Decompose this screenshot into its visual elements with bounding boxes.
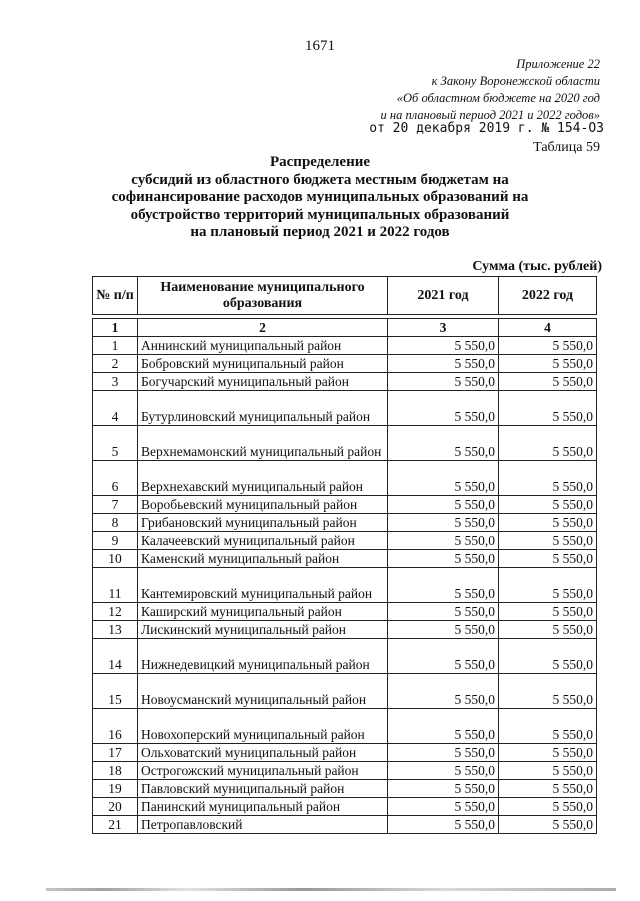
row-number: 6 [93, 461, 138, 496]
table-row [93, 674, 597, 709]
municipality-name: Воробьевский муниципальный район [138, 496, 388, 514]
municipality-name: Панинский муниципальный район [138, 798, 388, 816]
amount-2022: 5 550,0 [499, 496, 597, 514]
table-row [93, 603, 597, 621]
table-row [93, 621, 597, 639]
municipality-name: Богучарский муниципальный район [138, 373, 388, 391]
header-2021: 2021 год [388, 277, 499, 315]
column-number: 4 [499, 319, 597, 337]
appendix-line: Приложение 22 [516, 57, 600, 71]
title-line: обустройство территорий муниципальных образований [130, 206, 510, 223]
municipality-name: Новоусманский муниципальный район [138, 674, 388, 709]
header-number: № п/п [93, 277, 138, 315]
municipality-name: Острогожский муниципальный район [138, 762, 388, 780]
row-number: 15 [93, 674, 138, 709]
page-number: 1671 [305, 38, 335, 54]
table-number: Таблица 59 [533, 140, 600, 155]
table-row [93, 391, 597, 426]
column-number: 1 [93, 319, 138, 337]
amount-2022: 5 550,0 [499, 391, 597, 426]
amount-2021: 5 550,0 [388, 391, 499, 426]
document-title [60, 154, 580, 242]
amount-2021: 5 550,0 [388, 532, 499, 550]
column-numbers-row [93, 319, 597, 337]
table-row [93, 762, 597, 780]
row-number: 2 [93, 355, 138, 373]
table-body [93, 315, 597, 834]
amount-2021: 5 550,0 [388, 514, 499, 532]
table-row [93, 496, 597, 514]
table-row [93, 373, 597, 391]
amount-2021: 5 550,0 [388, 373, 499, 391]
municipality-name: Аннинский муниципальный район [138, 337, 388, 355]
row-number: 17 [93, 744, 138, 762]
amount-2022: 5 550,0 [499, 373, 597, 391]
amount-2022: 5 550,0 [499, 816, 597, 834]
amount-2021: 5 550,0 [388, 496, 499, 514]
decree-date-number: от 20 декабря 2019 г. № 154-ОЗ [369, 121, 604, 136]
row-number: 20 [93, 798, 138, 816]
municipality-name: Бобровский муниципальный район [138, 355, 388, 373]
table-row [93, 532, 597, 550]
row-number: 11 [93, 568, 138, 603]
table-row [93, 639, 597, 674]
amount-2021: 5 550,0 [388, 798, 499, 816]
table-row [93, 550, 597, 568]
table-row [93, 568, 597, 603]
title-line: на плановый период 2021 и 2022 годов [190, 224, 450, 240]
table-row [93, 816, 597, 834]
row-number: 14 [93, 639, 138, 674]
amount-2022: 5 550,0 [499, 674, 597, 709]
row-number: 7 [93, 496, 138, 514]
appendix-reference [381, 56, 600, 124]
row-number: 16 [93, 709, 138, 744]
amount-2022: 5 550,0 [499, 780, 597, 798]
table-row [93, 426, 597, 461]
municipality-name: Павловский муниципальный район [138, 780, 388, 798]
municipality-name: Лискинский муниципальный район [138, 621, 388, 639]
municipality-name: Верхнехавский муниципальный район [138, 461, 388, 496]
title-line: софинансирование расходов муниципальных образований на [111, 189, 529, 205]
amount-2021: 5 550,0 [388, 568, 499, 603]
municipality-name: Петропавловский [138, 816, 388, 834]
row-number: 5 [93, 426, 138, 461]
amount-2022: 5 550,0 [499, 744, 597, 762]
appendix-line: и на плановый период 2021 и 2022 годов» [380, 108, 600, 122]
table-row [93, 780, 597, 798]
amount-2021: 5 550,0 [388, 461, 499, 496]
amount-2022: 5 550,0 [499, 621, 597, 639]
amount-2022: 5 550,0 [499, 709, 597, 744]
row-number: 19 [93, 780, 138, 798]
amount-2021: 5 550,0 [388, 762, 499, 780]
municipality-name: Грибановский муниципальный район [138, 514, 388, 532]
amount-2021: 5 550,0 [388, 780, 499, 798]
scan-edge-mark [46, 888, 616, 891]
municipality-name: Верхнемамонский муниципальный район [138, 426, 388, 461]
amount-2021: 5 550,0 [388, 674, 499, 709]
municipality-name: Калачеевский муниципальный район [138, 532, 388, 550]
amount-2022: 5 550,0 [499, 550, 597, 568]
table-row [93, 337, 597, 355]
amount-2022: 5 550,0 [499, 532, 597, 550]
table-row [93, 514, 597, 532]
table-row [93, 709, 597, 744]
amount-2021: 5 550,0 [388, 355, 499, 373]
header-2022: 2022 год [499, 277, 597, 315]
amount-2021: 5 550,0 [388, 816, 499, 834]
amount-2021: 5 550,0 [388, 337, 499, 355]
column-number: 3 [388, 319, 499, 337]
row-number: 8 [93, 514, 138, 532]
row-number: 13 [93, 621, 138, 639]
subsidy-table [92, 276, 597, 834]
amount-2021: 5 550,0 [388, 621, 499, 639]
amount-2022: 5 550,0 [499, 762, 597, 780]
table-row [93, 744, 597, 762]
municipality-name: Каширский муниципальный район [138, 603, 388, 621]
row-number: 18 [93, 762, 138, 780]
amount-2021: 5 550,0 [388, 426, 499, 461]
amount-2022: 5 550,0 [499, 568, 597, 603]
amount-2022: 5 550,0 [499, 603, 597, 621]
amount-2022: 5 550,0 [499, 337, 597, 355]
row-number: 9 [93, 532, 138, 550]
row-number: 12 [93, 603, 138, 621]
municipality-name: Ольховатский муниципальный район [138, 744, 388, 762]
municipality-name: Новохоперский муниципальный район [138, 709, 388, 744]
amount-2021: 5 550,0 [388, 744, 499, 762]
table-row [93, 461, 597, 496]
amount-2022: 5 550,0 [499, 798, 597, 816]
header-name: Наименование муниципального образования [138, 277, 388, 315]
amount-2021: 5 550,0 [388, 709, 499, 744]
municipality-name: Кантемировский муниципальный район [138, 568, 388, 603]
row-number: 21 [93, 816, 138, 834]
amount-2021: 5 550,0 [388, 603, 499, 621]
row-number: 4 [93, 391, 138, 426]
amount-2022: 5 550,0 [499, 514, 597, 532]
column-number: 2 [138, 319, 388, 337]
table-row [93, 798, 597, 816]
table-row [93, 355, 597, 373]
appendix-line: к Закону Воронежской области [431, 74, 600, 88]
units-caption: Сумма (тыс. рублей) [472, 259, 602, 274]
title-line: Распределение [269, 154, 371, 170]
amount-2021: 5 550,0 [388, 639, 499, 674]
amount-2022: 5 550,0 [499, 355, 597, 373]
municipality-name: Каменский муниципальный район [138, 550, 388, 568]
amount-2022: 5 550,0 [499, 639, 597, 674]
amount-2022: 5 550,0 [499, 426, 597, 461]
municipality-name: Бутурлиновский муниципальный район [138, 391, 388, 426]
amount-2022: 5 550,0 [499, 461, 597, 496]
municipality-name: Нижнедевицкий муниципальный район [138, 639, 388, 674]
row-number: 1 [93, 337, 138, 355]
row-number: 3 [93, 373, 138, 391]
row-number: 10 [93, 550, 138, 568]
appendix-line: «Об областном бюджете на 2020 год [396, 91, 600, 105]
amount-2021: 5 550,0 [388, 550, 499, 568]
title-line: субсидий из областного бюджета местным бюджетам на [131, 171, 509, 188]
table-header-row [93, 277, 597, 315]
